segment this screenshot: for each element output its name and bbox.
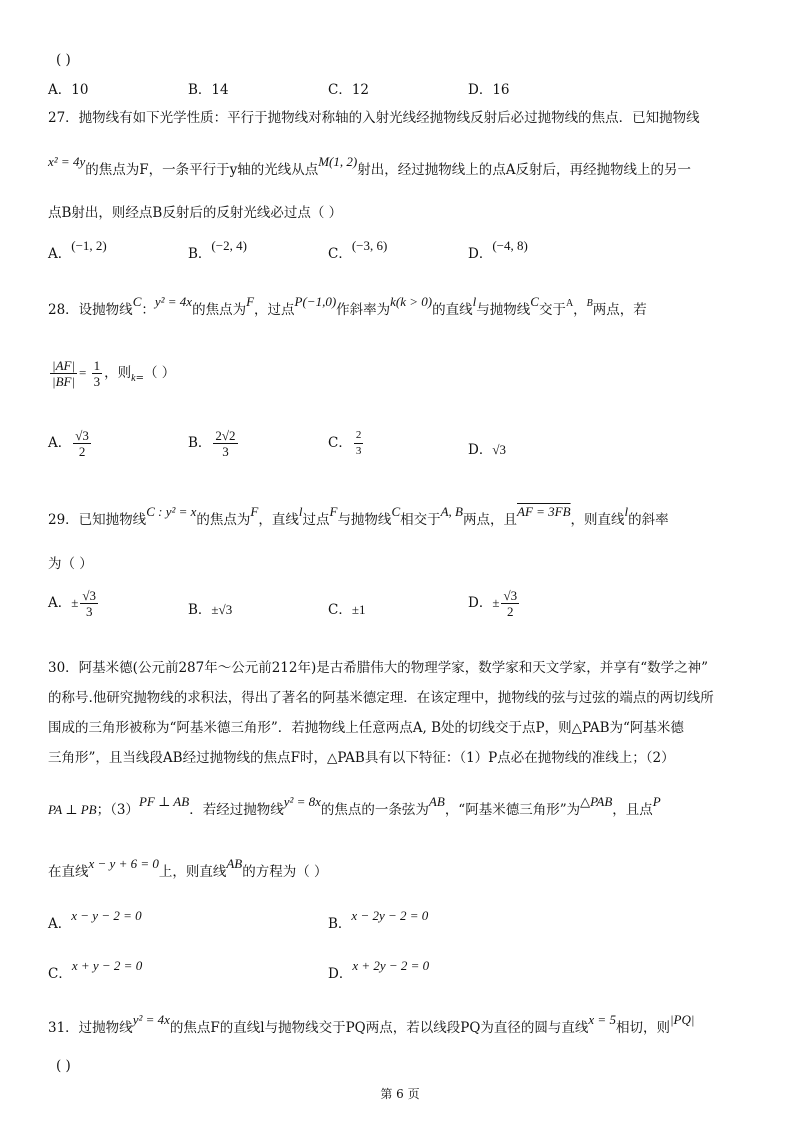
q31-line-2: ( ) xyxy=(56,1058,71,1074)
q28-option-a: A． $\frac{√3}{2}$ xyxy=(48,428,89,459)
q27-option-d: D．(−4, 8) xyxy=(468,238,528,262)
q29-line-1: 29．已知抛物线C : y² = x的焦点为F，直线l过点F与抛物线C相交于A, B两点，且AF = 3FB，则直线l的斜率 xyxy=(48,504,669,528)
q26-paren: ( ) xyxy=(56,52,71,68)
q28-line-1: 28．设抛物线C：y² = 4x的焦点为F，过点P(−1,0)作斜率为k(k > 0)的直线l与抛物线C交于$^A$，$^B$两点，若 xyxy=(48,294,647,318)
q29-option-c: C．±1 xyxy=(328,602,366,618)
q30-option-c: C．x + y − 2 = 0 xyxy=(48,958,143,982)
q28-option-c: C． $\frac{2}{3}$ xyxy=(328,429,362,457)
q29-option-d: D．± $\frac{√3}{2}$ xyxy=(468,588,518,619)
q30-line-3: 围成的三角形被称为“阿基米德三角形”．若抛物线上任意两点A, B处的切线交于点P，则△PAB为“阿基米德 xyxy=(48,720,684,736)
q27-line-1: 27．抛物线有如下光学性质：平行于抛物线对称轴的入射光线经抛物线反射后必过抛物线的焦点．已知抛物线 xyxy=(48,110,700,126)
q29-vector-equation: AF = 3FB xyxy=(517,504,571,519)
q29-option-a: A．± $\frac{√3}{3}$ xyxy=(48,588,97,619)
q27-point-m: M(1, 2) xyxy=(318,154,358,169)
q27-option-a: A．(−1, 2) xyxy=(48,238,107,262)
q27-option-c: C．(−3, 6) xyxy=(328,238,388,262)
q26-option-a: A．10 xyxy=(48,82,89,98)
q27-equation: x² = 4y xyxy=(48,154,86,169)
q28-option-b: B． $\frac{2√2}{3}$ xyxy=(188,428,236,459)
q30-option-a: A．x − y − 2 = 0 xyxy=(48,908,142,932)
q30-line-1: 30．阿基米德(公元前287年～公元前212年)是古希腊伟大的物理学家，数学家和天文学家，并享有“数学之神” xyxy=(48,660,709,676)
q26-option-c: C．12 xyxy=(328,82,370,98)
q30-line-2: 的称号.他研究抛物线的求积法，得出了著名的阿基米德定理．在该定理中，抛物线的弦与过弦的端点的两切线所 xyxy=(48,690,714,706)
q27-text-b: 射出，经过抛物线上的点A反射后，再经抛物线上的另一 xyxy=(357,162,691,178)
q29-option-b: B．±√3 xyxy=(188,602,233,618)
q30-line-4: 三角形”，且当线段AB经过抛物线的焦点F时，△PAB具有以下特征：（1）P点必在抛物线的准线上；（2） xyxy=(48,750,675,766)
q26-option-d: D．16 xyxy=(468,82,510,98)
q27-option-b: B．(−2, 4) xyxy=(188,238,247,262)
q27-text: 的焦点为F，一条平行于y轴的光线从点 xyxy=(85,162,319,178)
q30-option-b: B．x − 2y − 2 = 0 xyxy=(328,908,429,932)
q30-line-5: PA ⊥ PB；（3）PF ⊥ AB．若经过抛物线y² = 8x的焦点的一条弦为AB，“阿基米德三角形”为△PAB，且点P xyxy=(48,794,661,818)
q28-line-2: $\frac{|AF|}{|BF|}$ = $\frac{1}{3}$ ，则$_{k=}$（ ） xyxy=(52,358,176,389)
q28-ratio: $\frac{|AF|}{|BF|}$ xyxy=(52,358,76,389)
q27-line-2 xyxy=(48,154,691,180)
q26-option-b: B．14 xyxy=(188,82,229,98)
q28-option-d: D．√3 xyxy=(468,442,506,458)
q30-option-d: D．x + 2y − 2 = 0 xyxy=(328,958,430,982)
q31-line-1: 31．过抛物线y² = 4x的焦点F的直线l与抛物线交于PQ两点，若以线段PQ为直径的圆与直线x = 5相切，则|PQ| xyxy=(48,1012,695,1036)
q27-line-3: 点B射出，则经点B反射后的反射光线必过点（ ） xyxy=(48,205,343,221)
q30-line-6: 在直线x − y + 6 = 0上，则直线AB的方程为（ ） xyxy=(48,856,328,880)
q28-rhs: $\frac{1}{3}$ xyxy=(93,358,101,389)
q29-line-2: 为（ ） xyxy=(48,556,93,572)
page-number: 第 6 页 xyxy=(380,1087,420,1101)
